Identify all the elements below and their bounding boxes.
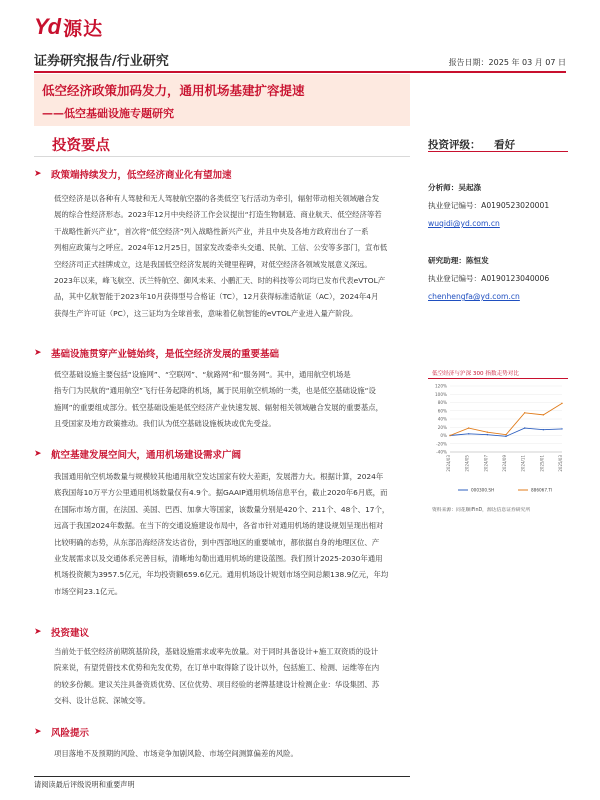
chart-y-tick-label: -40% xyxy=(436,449,447,455)
para-line: 项目落地不及预期的风险、市场竞争加剧风险、市场空间测算偏差的风险。 xyxy=(54,749,298,758)
para-line: 展的综合性经济形态。2023年12月中央经济工作会议提出“打造生物制造、商业航天、低空经济等若 xyxy=(54,210,382,220)
chart-series-line xyxy=(450,403,562,435)
chart-data-point xyxy=(543,429,544,430)
report-date: 报告日期：2025 年 03 月 07 日 xyxy=(448,58,566,67)
chart-data-point xyxy=(487,432,488,433)
assistant-line xyxy=(428,255,489,266)
chart-x-tick-label: 2025/01 xyxy=(539,455,545,472)
para-line: 且受国家及地方政策推动。我们认为低空基础设施板块或优先受益。 xyxy=(54,419,276,429)
bullet-heading xyxy=(34,625,89,639)
chart-data-point xyxy=(468,433,469,434)
rating-rule xyxy=(428,151,568,152)
assistant-cert-label: 执业登记编号： xyxy=(428,274,482,283)
para-line: 我国通用航空机场数量与规模较其他通用航空发达国家有较大差距，发展潜力大。根据计算，2024年 xyxy=(54,472,384,481)
bullet-heading xyxy=(34,447,241,461)
logo-name: 源达 xyxy=(63,17,104,40)
chart-data-point xyxy=(449,435,450,436)
chart-x-tick-label: 2024/07 xyxy=(483,455,489,472)
chevron-right-icon: ➤ xyxy=(34,448,42,459)
section-rule xyxy=(34,156,410,157)
para-line: 市场空间23.1亿元。 xyxy=(54,586,123,596)
para-line: 干战略性新兴产业”，首次将“低空经济”列入战略性新兴产业，并且中央及各地方政府出台了一系 xyxy=(54,226,369,236)
body-paragraph xyxy=(54,191,410,322)
bullet-heading-text: 投资建议 xyxy=(51,628,90,639)
bullet-heading-text: 基础设施贯穿产业链始终，是低空经济发展的重要基础 xyxy=(51,349,280,360)
para-line: 列相应政策与之呼应。2024年12月25日，国家发改委牵头交通、民航、工信、公安等多部门，宣布低 xyxy=(54,243,388,253)
chart-y-tick-label: 60% xyxy=(437,408,447,414)
body-paragraph xyxy=(54,644,410,710)
chevron-right-icon: ➤ xyxy=(34,626,42,637)
para-line: 机场投资额为3957.5亿元，年均投资额659.6亿元。通用机场设计规划市场空间总额138.9亿元，年均 xyxy=(54,570,389,580)
bullet-heading xyxy=(34,167,232,181)
chart-x-tick-label: 2024/05 xyxy=(464,455,470,472)
title-band xyxy=(34,74,410,126)
investment-rating xyxy=(428,137,515,152)
chart-x-tick-label: 2024/03 xyxy=(446,455,451,472)
chart-x-tick-label: 2024/11 xyxy=(520,455,526,472)
index-comparison-chart xyxy=(428,382,568,500)
para-line: 院来说，有望凭借技术优势和先发优势，在订单中取得除了设计以外，包括施工、检测、运维等在内 xyxy=(54,663,380,673)
para-line: 远高于我国2024年数据。在当下的交通设施建设布局中，各省市针对通用机场的建设规划呈现出相对 xyxy=(54,521,384,531)
para-line: 当前处于低空经济前期筑基阶段，基础设施需求或率先放量。对于同时具备设计+施工双资质的设计 xyxy=(54,647,378,656)
bullet-heading-text: 政策端持续发力，低空经济商业化有望加速 xyxy=(51,170,232,181)
rating-value: 看好 xyxy=(494,139,516,151)
header-rule xyxy=(34,71,566,73)
para-line: 比较明确的态势，从东部沿海经济发达省份，到中西部地区的重要城市，都依据自身的地理区位、产 xyxy=(54,537,380,547)
chevron-right-icon: ➤ xyxy=(34,726,42,737)
chart-data-point xyxy=(505,434,506,435)
chart-rule xyxy=(428,378,568,379)
chart-data-point xyxy=(543,414,544,415)
para-line: 在国际市场方面，在法国、美国、巴西、加拿大等国家，该数量分别是420个、211个、48个、17个， xyxy=(54,504,390,514)
assistant-label: 研究助理： xyxy=(428,256,466,265)
chart-y-tick-label: 40% xyxy=(437,416,447,422)
para-line: 低空经济是以各种有人驾驶和无人驾驶航空器的各类低空飞行活动为牵引，辐射带动相关领域融合发 xyxy=(54,194,380,203)
para-line: 交科、设计总院、深城交等。 xyxy=(54,696,151,706)
chart-y-tick-label: 120% xyxy=(435,383,447,389)
assistant-cert-line xyxy=(428,273,549,284)
para-line: 2023年以来，峰飞航空、沃兰特航空、御风未来、小鹏汇天、时的科技等公司均已发布代表eVTOL产 xyxy=(54,276,386,286)
para-line: 品，其中亿航智能于2023年10月获得型号合格证（TC），12月获得标准适航证（AC），2024年4月 xyxy=(54,292,379,302)
para-line: 指专门为民航的“通用航空”飞行任务起降的机场，属于民用航空机场的一类，也是低空基础设施“设 xyxy=(54,386,376,396)
body-paragraph xyxy=(54,367,410,433)
chart-data-point xyxy=(524,427,525,428)
chart-data-point xyxy=(561,428,562,429)
para-line: 低空基础设施主要包括“设施网”、“空联网”、“航路网”和“服务网”。其中，通用航空机场是 xyxy=(54,370,351,379)
analyst-cert: A0190523020001 xyxy=(481,201,550,210)
para-line: 底我国每10万平方公里通用机场数量仅有4.9个。据GAAIP通用机场信息平台，截止2020年6月底，而 xyxy=(54,488,388,498)
assistant-email-link[interactable]: chenhengfa@yd.com.cn xyxy=(428,292,520,301)
chart-y-tick-label: 0% xyxy=(440,433,447,438)
chart-source: 资料来源：同花顺iFinD，源达信息证券研究所 xyxy=(432,508,531,513)
assistant-name: 陈恒发 xyxy=(465,256,489,265)
chart-data-point xyxy=(561,403,562,404)
chart-y-tick-label: 100% xyxy=(435,391,447,397)
chart-y-tick-label: 80% xyxy=(437,400,447,405)
company-logo xyxy=(34,13,103,41)
rating-label: 投资评级： xyxy=(428,139,481,151)
bullet-heading-text: 航空基建发展空间大，通用机场建设需求广阔 xyxy=(51,450,242,461)
chevron-right-icon: ➤ xyxy=(34,168,42,179)
footer-rule xyxy=(34,776,410,777)
chart-y-tick-label: -20% xyxy=(436,441,447,447)
logo-mark: Yd xyxy=(34,14,61,39)
chart-x-tick-label: 2025/03 xyxy=(558,455,563,472)
chart-legend-label: 000300.SH xyxy=(471,487,495,493)
section-heading: 投资要点 xyxy=(52,138,110,154)
para-line: 施网”的重要组成部分。低空基础设施是低空经济产业快速发展、辐射相关领域融合发展的重要基点， xyxy=(54,402,384,412)
bullet-heading xyxy=(34,725,89,739)
para-line: 空经济司正式挂牌成立，这是我国低空经济发展的关键里程碑，对低空经济各领域发展意义深远。 xyxy=(54,259,372,269)
assistant-cert: A0190123040006 xyxy=(481,274,550,283)
report-subtitle: ——低空基础设施专题研究 xyxy=(42,107,174,120)
report-type: 证券研究报告/行业研究 xyxy=(34,54,169,69)
analyst-line xyxy=(428,182,481,193)
analyst-cert-line xyxy=(428,200,549,211)
analyst-email-link[interactable]: wuqidi@yd.com.cn xyxy=(428,219,500,228)
chart-y-tick-label: 20% xyxy=(437,424,447,430)
chart-data-point xyxy=(505,436,506,437)
bullet-heading xyxy=(34,346,279,360)
chevron-right-icon: ➤ xyxy=(34,347,42,358)
para-line: 获得生产许可证（PC），这三证均为全球首张，意味着亿航智能的eVTOL产业进入量产阶段。 xyxy=(54,308,358,318)
bullet-heading-text: 风险提示 xyxy=(51,728,90,739)
chart-data-point xyxy=(487,434,488,435)
body-paragraph xyxy=(54,746,410,762)
chart-x-tick-label: 2024/09 xyxy=(502,455,507,472)
chart-data-point xyxy=(524,412,525,413)
report-title: 低空经济政策加码发力，通用机场基建扩容提速 xyxy=(42,83,305,98)
chart-data-point xyxy=(468,427,469,428)
analyst-cert-label: 执业登记编号： xyxy=(428,201,482,210)
chart-legend-label: 886067.TI xyxy=(531,487,553,493)
para-line: 的较多份额。建议关注具备资质优势、区位优势、项目经验的老牌基建设计检测企业：华设集团、苏 xyxy=(54,679,380,689)
body-paragraph xyxy=(54,469,410,600)
para-line: 业发展需求以及交通体系完善目标，清晰地勾勒出通用机场的建设蓝图。我们预计2025-2030年通用 xyxy=(54,554,383,564)
analyst-name: 吴起涤 xyxy=(458,183,482,192)
chart-title: 低空经济与沪深 300 指数走势对比 xyxy=(432,371,519,377)
analyst-label: 分析师： xyxy=(428,183,459,192)
footer-disclaimer: 请阅读最后评级说明和重要声明 xyxy=(34,780,135,789)
